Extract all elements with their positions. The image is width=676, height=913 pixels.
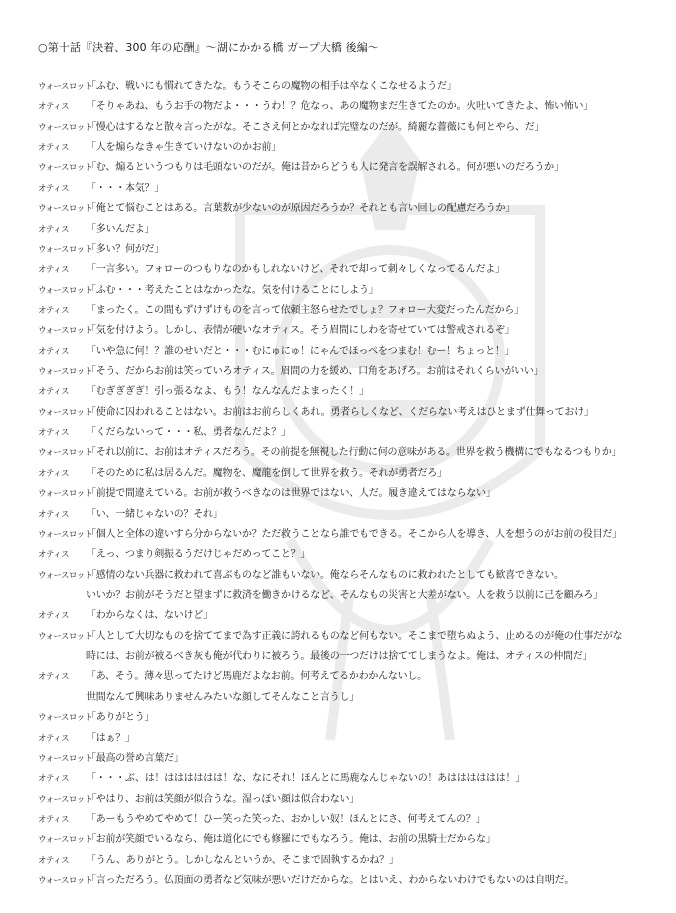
dialogue-line: [38, 506, 628, 523]
dialogue-line: [38, 404, 628, 421]
dialogue-text: 「やはり、お前は笑顔が似合うな。湿っぽい顔は似合わない」: [86, 793, 359, 805]
speaker-name: オティス: [38, 387, 69, 398]
dialogue-text: 「多いんだよ」: [86, 223, 155, 235]
dialogue-text: 「あーもうやめてやめて！ひー笑った笑った、おかしい奴！ほんとにさ、何考えてんの？」: [86, 813, 486, 825]
dialogue-text: 「ありがとう」: [86, 712, 155, 724]
dialogue-text: 「俺とて悩むことはある。言葉数が少ないのが原因だろうか？それとも言い回しの配慮だろうか」: [86, 203, 515, 215]
dialogue-text: 時には、お前が被るべき灰も俺が代わりに被ろう。最後の一つだけは捨ててしまうなよ。俺は、オティスの仲間だ」: [86, 651, 593, 663]
dialogue-line: [38, 811, 628, 828]
speaker-name: オティス: [38, 672, 69, 683]
dialogue-text: 「わからなくは、ないけど」: [86, 610, 213, 622]
dialogue-line: [38, 221, 628, 238]
dialogue-line: [38, 261, 628, 278]
speaker-name: オティス: [38, 550, 69, 561]
speaker-name: オティス: [38, 509, 69, 520]
speaker-name: ウォースロット: [38, 244, 93, 255]
dialogue-text: 「む、煽るというつもりは毛頭ないのだが。俺は昔からどうも人に発言を誤解される。何が悪いのだろうか」: [86, 162, 564, 174]
speaker-name: オティス: [38, 774, 69, 785]
speaker-name: ウォースロット: [38, 713, 93, 724]
dialogue-line: [38, 302, 628, 319]
speaker-name: ウォースロット: [38, 876, 93, 887]
dialogue-line: [38, 139, 628, 156]
speaker-name: ウォースロット: [38, 448, 93, 459]
dialogue-line: [38, 241, 628, 258]
dialogue-line: [38, 831, 628, 848]
dialogue-line: [38, 770, 628, 787]
dialogue-line: [38, 98, 628, 115]
dialogue-line: [38, 526, 628, 543]
dialogue-line: [38, 180, 628, 197]
dialogue-line: [38, 607, 628, 624]
dialogue-text: 「くだらないって・・・私、勇者なんだよ？」: [86, 427, 291, 439]
dialogue-text: 「えっ、つまり剣振るうだけじゃだめってこと？」: [86, 549, 311, 561]
dialogue-text: 「ふむ、戦いにも慣れてきたな。もうそこらの魔物の相手は卒なくこなせるようだ」: [86, 81, 457, 92]
speaker-name: オティス: [38, 855, 69, 866]
dialogue-line: [38, 689, 676, 706]
dialogue-line: [38, 546, 628, 563]
speaker-name: オティス: [38, 468, 69, 479]
speaker-name: オティス: [38, 611, 69, 622]
dialogue-text: 「まったく。この間もずけずけものを言って依頼主怒らせたでしょ？フォロー大変だったんだから」: [86, 304, 524, 316]
speaker-name: オティス: [38, 102, 69, 113]
dialogue-line: [38, 628, 628, 645]
speaker-name: ウォースロット: [38, 326, 93, 337]
speaker-name: ウォースロット: [38, 529, 93, 540]
dialogue-text: 「むぎぎぎぎ！引っ張るなよ、もう！なんなんだよまったく！」: [86, 386, 369, 398]
speaker-name: オティス: [38, 814, 69, 825]
speaker-name: ウォースロット: [38, 82, 93, 92]
dialogue-line: [38, 750, 628, 767]
speaker-name: ウォースロット: [38, 407, 93, 418]
dialogue-text: 「あ、そう。薄々思ってたけど馬鹿だよなお前。何考えてるかわかんないし。: [86, 671, 427, 683]
chapter-title: ○第十話『決着、300 年の応酬』〜湖にかかる橋 ガープ大橋 後編〜: [38, 41, 379, 54]
dialogue-text: 「・・・本気？」: [86, 182, 164, 194]
dialogue-text: 「いや急に何！？誰のせいだと・・・むにゅにゅ！にゃんでほっぺをつまむ！むー！ちょっと！」: [86, 345, 515, 357]
dialogue-text: 世間なんて興味ありませんみたいな顔してそんなこと言うし」: [86, 691, 359, 703]
speaker-name: ウォースロット: [38, 631, 93, 642]
dialogue-line: [38, 78, 628, 95]
dialogue-line: [38, 648, 676, 665]
dialogue-line: [38, 282, 628, 299]
speaker-name: オティス: [38, 428, 69, 439]
speaker-name: ウォースロット: [38, 794, 93, 805]
speaker-name: オティス: [38, 733, 69, 744]
speaker-name: ウォースロット: [38, 570, 93, 581]
speaker-name: オティス: [38, 143, 69, 154]
dialogue-line: [38, 587, 676, 604]
dialogue-line: [38, 343, 628, 360]
dialogue-text: 「前提で間違えている。お前が救うべきなのは世界ではない、人だ。履き違えてはならない」: [86, 488, 496, 500]
dialogue-line: [38, 852, 628, 869]
speaker-name: オティス: [38, 183, 69, 194]
speaker-name: ウォースロット: [38, 122, 93, 133]
dialogue-line: [38, 119, 628, 136]
dialogue-text: 「気を付けよう。しかし、表情が硬いなオティス。そう眉間にしわを寄せていては警戒されるぞ」: [86, 325, 515, 337]
dialogue-line: [38, 668, 628, 685]
dialogue-text: 「使命に囚われることはない。お前はお前らしくあれ。勇者らしくなど、くだらない考えはひとまず仕舞っておけ」: [86, 406, 594, 418]
speaker-name: ウォースロット: [38, 204, 93, 215]
dialogue-text: 「うん、ありがとう。しかしなんというか、そこまで固執するかね？」: [86, 854, 399, 866]
dialogue-text: いいか？お前がそうだと望まずに救済を働きかけるなど、そんなもの災害と大差がない。人を救う以前に己を顧みろ」: [86, 590, 603, 601]
dialogue-line: [38, 322, 628, 339]
dialogue-text: 「一言多い。フォローのつもりなのかもしれないけど、それで却って刺々しくなってるんだよ」: [86, 264, 505, 276]
speaker-name: オティス: [38, 346, 69, 357]
speaker-name: オティス: [38, 305, 69, 316]
dialogue-text: 「人を煽らなきゃ生きていけないのかお前」: [86, 142, 281, 154]
dialogue-text: 「感情のない兵器に救われて喜ぶものなど誰もいない。俺ならそんなものに救われたとしても歓喜できない。: [86, 569, 564, 581]
dialogue-line: [38, 159, 628, 176]
dialogue-line: [38, 424, 628, 441]
dialogue-text: 「人として大切なものを捨ててまで為す正義に誇れるものなど何もない。そこまで堕ちぬよう、止めるのが俺の仕事だがな: [86, 630, 623, 642]
dialogue-line: [38, 872, 628, 889]
dialogue-text: 「そのために私は居るんだ。魔物を、魔龍を倒して世界を救う。それが勇者だろ」: [86, 467, 447, 479]
dialogue-line: [38, 465, 628, 482]
dialogue-text: 「い、一緒じゃないの？それ」: [86, 508, 223, 520]
speaker-name: ウォースロット: [38, 163, 93, 174]
dialogue-text: 「そう、だからお前は笑っていろオティス。眉間の力を緩め、口角をあげろ。お前はそれくらいがいい」: [86, 366, 544, 378]
speaker-name: オティス: [38, 224, 69, 235]
dialogue-text: 「・・・ぶ、は！はははははは！な、なにそれ！ほんとに馬鹿なんじゃないの！あはははははは！」: [86, 773, 525, 785]
speaker-name: ウォースロット: [38, 489, 93, 500]
speaker-name: ウォースロット: [38, 285, 93, 296]
dialogue-line: [38, 709, 628, 726]
dialogue-line: [38, 791, 628, 808]
dialogue-text: 「それ以前に、お前はオティスだろう。その前提を無視した行動に何の意味がある。世界を救う機構にでもなるつもりか」: [86, 447, 622, 459]
speaker-name: ウォースロット: [38, 367, 93, 378]
speaker-name: ウォースロット: [38, 835, 93, 846]
dialogue-text: 「はぁ？」: [86, 732, 135, 744]
dialogue-text: 「多い？何がだ」: [86, 243, 164, 255]
dialogue-text: 「そりゃあね、もうお手の物だよ・・・うわ！？危なっ、あの魔物まだ生きてたのか。火吐いてきたよ、怖い怖い」: [86, 101, 593, 113]
dialogue-text: 「慢心はするなと散々言ったがな。そこさえ何とかなれば完璧なのだが。綺麗な薔薇にも何とやら、だ」: [86, 121, 545, 133]
dialogue-line: [38, 567, 628, 584]
dialogue-text: 「言っただろう。仏頂面の勇者など気味が悪いだけだからな。とはいえ、わからないわけでもないのは自明だ。: [86, 875, 575, 887]
dialogue-line: [38, 200, 628, 217]
dialogue-line: [38, 730, 628, 747]
dialogue-line: [38, 383, 628, 400]
dialogue-text: 「個人と全体の違いすら分からないか？ただ救うことなら誰でもできる。そこから人を導き、人を想うのがお前の役目だ」: [86, 528, 622, 540]
dialogue-text: 「最高の誉め言葉だ」: [86, 752, 184, 764]
speaker-name: ウォースロット: [38, 753, 93, 764]
dialogue-text: 「ふむ・・・考えたことはなかったな。気を付けることにしよう」: [86, 284, 379, 296]
speaker-name: オティス: [38, 265, 69, 276]
dialogue-line: [38, 363, 628, 380]
dialogue-line: [38, 444, 628, 461]
dialogue-line: [38, 485, 628, 502]
dialogue-text: 「お前が笑顔でいるなら、俺は道化にでも修羅にでもなろう。俺は、お前の黒騎士だからな」: [86, 834, 496, 846]
